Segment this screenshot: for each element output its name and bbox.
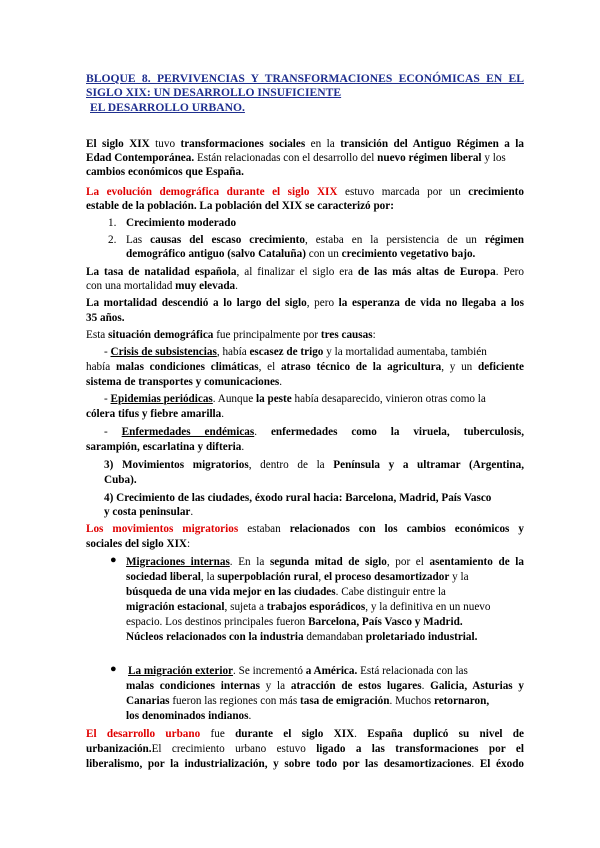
bullet-text: , y la definitiva en un nuevo — [365, 601, 491, 613]
list-item-2-line-2 — [126, 247, 475, 261]
bullet-text: proletariado industrial. — [365, 631, 478, 643]
internal-migration-line-4 — [126, 600, 490, 614]
mortality-paragraph-line-2 — [86, 311, 125, 325]
intro-paragraph-line-2 — [86, 151, 506, 165]
cause-text: sarampión, escarlatina y difteria — [86, 441, 242, 453]
list-item-1 — [126, 216, 236, 230]
cause-text: escasez de trigo — [249, 346, 324, 358]
list-item-text: Crecimiento moderado — [126, 217, 237, 229]
internal-migration-line-3 — [126, 585, 446, 599]
mortality-text: 35 años. — [86, 312, 125, 324]
intro-text: cambios económicos que España. — [86, 166, 244, 178]
bullet-text: y la — [449, 571, 469, 583]
list-number-2: 2. — [108, 234, 117, 246]
bullet-text: Galicia, Asturias y — [430, 680, 525, 692]
internal-migration-line-1 — [126, 555, 524, 569]
bullet-text: superpoblación rural — [217, 571, 319, 583]
bullet-text: . — [248, 710, 252, 722]
cause-text: la peste — [255, 393, 292, 405]
bullet-text: atracción de estos lugares — [290, 680, 422, 692]
urban-text: liberalismo, por la industrialización, y sobre todo por las desamortizaciones — [86, 758, 472, 770]
cause-5-line-1 — [104, 491, 491, 505]
urban-paragraph-line-3 — [86, 757, 524, 771]
cause-3-line-1 — [104, 425, 524, 439]
bullet-text: Núcleos relacionados con la industria — [126, 631, 304, 643]
urban-paragraph-line-2 — [86, 742, 524, 756]
cause-5-line-2 — [104, 505, 193, 519]
list-number-1: 1. — [108, 217, 117, 229]
migration-text: relacionados con los cambios económicos y — [289, 523, 524, 535]
bullet-heading: Migraciones internas — [126, 556, 230, 568]
bullet-icon: ● — [110, 663, 117, 675]
list-item-text: causas del escaso crecimiento — [150, 234, 306, 246]
cause-heading: Crisis de subsistencias — [110, 346, 217, 358]
bullet-text: segunda mitad de siglo — [269, 556, 387, 568]
cause-heading: Epidemias periódicas — [110, 393, 213, 405]
cause-text: . — [241, 441, 245, 453]
bullet-text: sociedad liberal — [126, 571, 201, 583]
natality-text: muy elevada — [175, 280, 236, 292]
natality-paragraph-line-2 — [86, 279, 238, 293]
causes-text: tres causas — [320, 329, 373, 341]
cause-heading: 4) Crecimiento de las ciudades, éxodo rural hacia: Barcelona, Madrid, País Vasco — [104, 492, 492, 504]
list-item-text: régimen — [484, 234, 524, 246]
demography-paragraph-line-2 — [86, 199, 394, 213]
mortality-paragraph-line-1 — [86, 296, 524, 310]
causes-intro — [86, 328, 376, 342]
urban-paragraph-line-1 — [86, 727, 524, 741]
urban-text: El éxodo — [479, 758, 525, 770]
external-migration-line-4 — [126, 709, 251, 723]
bullet-text: retornaron, — [433, 695, 490, 707]
demography-text: estable de la población. La población del XIX se caracterizó por: — [86, 200, 394, 212]
bullet-text: , por el — [386, 556, 430, 568]
intro-text: El siglo XIX — [86, 138, 150, 150]
intro-text: en la — [305, 138, 341, 150]
migration-paragraph-line-1 — [86, 522, 524, 536]
mortality-text: la esperanza de vida no llegaba a los — [338, 297, 524, 309]
intro-text: tuvo — [149, 138, 181, 150]
red-heading: La evolución demográfica durante el siglo XIX — [86, 186, 338, 198]
cause-1-line-3 — [86, 375, 282, 389]
bullet-text: búsqueda de una vida mejor en las ciudades — [126, 586, 336, 598]
bullet-text: . Muchos — [389, 695, 434, 707]
bullet-icon: ● — [110, 554, 117, 566]
cause-1-line-1 — [104, 345, 487, 359]
red-heading: Los movimientos migratorios — [86, 523, 239, 535]
external-migration-line-1 — [128, 664, 468, 678]
list-item-text: , estaba en la persistencia de un — [305, 234, 485, 246]
cause-text: . — [254, 426, 271, 438]
internal-migration-line-5 — [126, 615, 463, 629]
title-line-3: EL DESARROLLO URBANO. — [90, 101, 245, 114]
bullet-text: tasa de emigración — [300, 695, 390, 707]
cause-heading: Enfermedades endémicas — [121, 426, 255, 438]
cause-text: deficiente — [478, 361, 524, 373]
cause-dash: - — [104, 426, 122, 438]
urban-text: urbanización. — [86, 743, 152, 755]
natality-paragraph-line-1 — [86, 265, 524, 279]
intro-text: Están relacionadas con el desarrollo del — [194, 152, 378, 164]
cause-text: , y un — [441, 361, 479, 373]
bullet-heading: La migración exterior — [128, 665, 234, 677]
migration-text: : — [187, 538, 191, 550]
intro-text: transición del Antiguo Régimen a la — [340, 138, 524, 150]
bullet-text: el proceso desamortizador — [323, 571, 450, 583]
bullet-text: , la — [200, 571, 218, 583]
causes-text: situación demográfica — [108, 329, 214, 341]
cause-text: . — [279, 376, 283, 388]
bullet-text: malas condiciones internas — [126, 680, 260, 692]
cause-2-line-1 — [104, 392, 486, 406]
cause-dash: - — [104, 346, 111, 358]
intro-text: nuevo régimen liberal — [377, 152, 482, 164]
cause-2-line-2 — [86, 407, 224, 421]
cause-text: Península y a ultramar (Argentina, — [333, 459, 524, 471]
urban-text: España duplicó su nivel de — [367, 728, 524, 740]
intro-paragraph-line-3 — [86, 165, 244, 179]
list-item-text: Las — [126, 234, 151, 246]
urban-text: . — [354, 728, 368, 740]
title-line-2: SIGLO XIX: UN DESARROLLO INSUFICIENTE — [86, 86, 342, 99]
bullet-text: espacio. Los destinos principales fueron — [126, 616, 309, 628]
natality-text: , al finalizar el siglo era — [236, 266, 358, 278]
urban-text: . — [471, 758, 480, 770]
list-item-text: demográfico antiguo (salvo Cataluña) — [126, 248, 306, 260]
bullet-text: Barcelona, País Vasco y Madrid. — [308, 616, 463, 628]
bullet-text: a América. — [305, 665, 358, 677]
internal-migration-line-6 — [126, 630, 477, 644]
causes-text: : — [372, 329, 376, 341]
demography-text: estuvo marcada por un — [337, 186, 469, 198]
intro-text: transformaciones sociales — [180, 138, 306, 150]
cause-text: . Aunque — [212, 393, 256, 405]
cause-text: Cuba). — [104, 474, 137, 486]
mortality-text: La mortalidad descendió a lo largo del siglo — [86, 297, 307, 309]
bullet-text: , — [318, 571, 324, 583]
mortality-text: , pero — [306, 297, 339, 309]
demography-text: crecimiento — [468, 186, 524, 198]
cause-text: , había — [216, 346, 250, 358]
urban-text: El crecimiento urbano estuvo — [151, 743, 317, 755]
cause-text: . — [190, 506, 194, 518]
bullet-text: . Se incrementó — [233, 665, 306, 677]
natality-text: de las más altas de Europa — [357, 266, 496, 278]
bullet-text: Canarias — [126, 695, 170, 707]
cause-text: había desaparecido, vinieron otras como la — [291, 393, 486, 405]
migration-text: estaban — [238, 523, 290, 535]
demography-paragraph-line-1 — [86, 185, 524, 199]
urban-text: durante el siglo XIX — [235, 728, 355, 740]
cause-text: cólera tifus y fiebre amarilla — [86, 408, 222, 420]
intro-paragraph-line-1 — [86, 137, 524, 151]
title-line-1: BLOQUE 8. PERVIVENCIAS Y TRANSFORMACIONES ECONÓMICAS EN EL — [86, 72, 524, 85]
cause-text: . — [221, 408, 225, 420]
cause-text: sistema de transportes y comunicaciones — [86, 376, 280, 388]
bullet-text: , sujeta a — [224, 601, 267, 613]
external-migration-line-3 — [126, 694, 489, 708]
red-heading: El desarrollo urbano — [86, 728, 201, 740]
internal-migration-line-2 — [126, 570, 469, 584]
natality-text: . Pero — [495, 266, 524, 278]
cause-text: había — [86, 361, 116, 373]
bullet-text: demandaban — [303, 631, 366, 643]
list-item-2-line-1 — [126, 233, 524, 247]
cause-heading: 3) Movimientos migratorios — [104, 459, 249, 471]
cause-text: , dentro de la — [248, 459, 334, 471]
bullet-text: migración estacional — [126, 601, 225, 613]
bullet-text: . Cabe distinguir entre la — [335, 586, 446, 598]
migration-text: sociales del siglo XIX — [86, 538, 187, 550]
cause-text: y costa peninsular — [104, 506, 191, 518]
cause-text: enfermedades como la viruela, tuberculosis, — [270, 426, 524, 438]
list-item-text: crecimiento vegetativo bajo. — [341, 248, 476, 260]
cause-text: y la mortalidad aumentaba, también — [323, 346, 487, 358]
bullet-text: asentamiento de la — [429, 556, 524, 568]
bullet-text: Está relacionada con las — [357, 665, 468, 677]
bullet-text: . — [421, 680, 431, 692]
bullet-text: y la — [259, 680, 291, 692]
cause-4-line-2 — [104, 473, 137, 487]
migration-paragraph-line-2 — [86, 537, 190, 551]
bullet-text: los denominados indianos — [126, 710, 249, 722]
causes-text: fue principalmente por — [213, 329, 321, 341]
cause-text: malas condiciones climáticas — [115, 361, 259, 373]
natality-text: La tasa de natalidad española — [86, 266, 237, 278]
urban-text: ligado a las transformaciones por el — [316, 743, 524, 755]
causes-text: Esta — [86, 329, 109, 341]
cause-dash: - — [104, 393, 111, 405]
cause-3-line-2 — [86, 440, 244, 454]
urban-text: fue — [200, 728, 236, 740]
bullet-text: . En la — [229, 556, 270, 568]
list-item-text: con un — [305, 248, 342, 260]
natality-text: con una mortalidad — [86, 280, 176, 292]
cause-1-line-2 — [86, 360, 524, 374]
bullet-text: trabajos esporádicos — [266, 601, 366, 613]
cause-4-line-1 — [104, 458, 524, 472]
cause-text: , el — [258, 361, 281, 373]
cause-text: atraso técnico de la agricultura — [280, 361, 442, 373]
external-migration-line-2 — [126, 679, 524, 693]
natality-text: . — [235, 280, 238, 292]
bullet-text: fueron las regiones con más — [169, 695, 300, 707]
intro-text: y los — [481, 152, 506, 164]
intro-text: Edad Contemporánea. — [86, 152, 195, 164]
